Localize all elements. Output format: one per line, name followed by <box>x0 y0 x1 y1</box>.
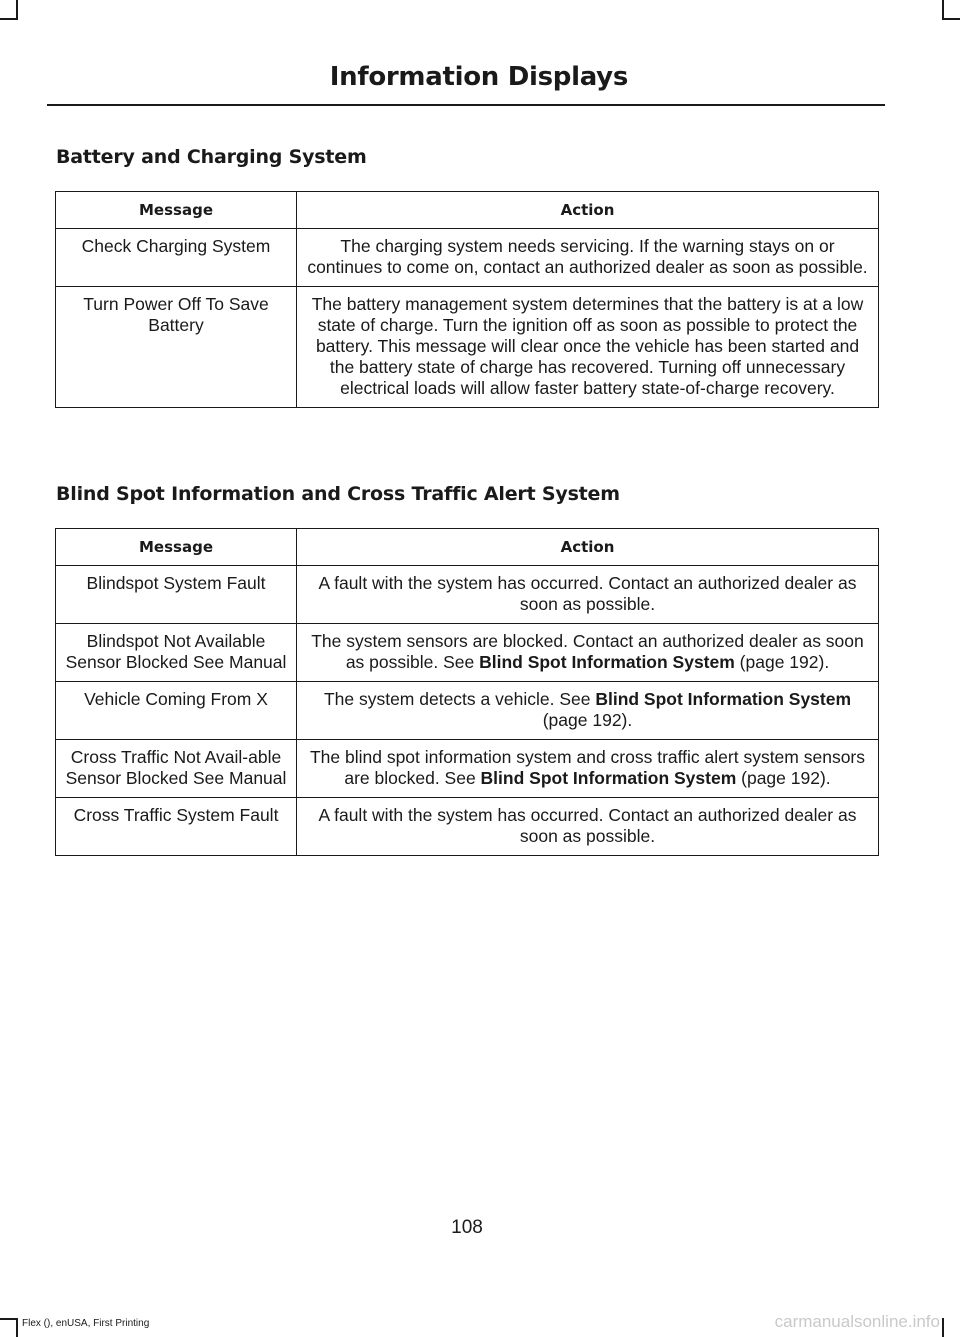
footer-edition-text: Flex (), enUSA, First Printing <box>22 1318 150 1329</box>
section-title-blind-spot: Blind Spot Information and Cross Traffic Alert System <box>56 483 620 505</box>
page-reference: (page 192). <box>734 652 830 672</box>
blind-spot-table <box>55 528 879 856</box>
table-row <box>56 740 879 798</box>
cross-reference-link[interactable]: Blind Spot Information System <box>595 689 852 709</box>
page-number: 108 <box>451 1217 483 1238</box>
watermark: carmanualsonline.info <box>774 1312 940 1331</box>
column-header-message: Message <box>56 192 297 229</box>
table-row <box>56 682 879 740</box>
table-row <box>56 229 879 287</box>
action-cell: A fault with the system has occurred. Contact an authorized dealer as soon as possible. <box>297 798 879 856</box>
column-header-action: Action <box>297 529 879 566</box>
page-reference: (page 192). <box>542 710 633 730</box>
crop-mark <box>16 1318 18 1337</box>
crop-mark <box>16 0 18 18</box>
message-cell: Cross Traffic Not Avail-able Sensor Blocked See Manual <box>56 740 297 798</box>
crop-mark <box>0 1318 18 1320</box>
cross-reference-link[interactable]: Blind Spot Information System <box>480 768 737 788</box>
action-cell: The battery management system determines that the battery is at a low state of charge. Turn the ignition off as soon as possible to protect the battery. This message will clear once the vehicle has been started and the battery state of charge has recovered. Turning off unnecessary electrical loads will allow faster battery state-of-charge recovery. <box>297 287 879 408</box>
table-header-row <box>56 529 879 566</box>
message-cell: Cross Traffic System Fault <box>56 798 297 856</box>
message-cell: Turn Power Off To Save Battery <box>56 287 297 408</box>
page-reference: (page 192). <box>736 768 831 788</box>
crop-mark <box>942 1318 944 1337</box>
action-cell: A fault with the system has occurred. Contact an authorized dealer as soon as possible. <box>297 566 879 624</box>
action-cell <box>297 682 879 740</box>
crop-mark <box>942 18 960 20</box>
table-row <box>56 566 879 624</box>
section-title-battery: Battery and Charging System <box>56 146 367 168</box>
action-text: The system detects a vehicle. See <box>323 689 596 709</box>
table-row <box>56 287 879 408</box>
column-header-message: Message <box>56 529 297 566</box>
table-row <box>56 798 879 856</box>
column-header-action: Action <box>297 192 879 229</box>
page-header-title: Information Displays <box>329 62 628 92</box>
action-cell: The charging system needs servicing. If the warning stays on or continues to come on, contact an authorized dealer as soon as possible. <box>297 229 879 287</box>
message-cell: Check Charging System <box>56 229 297 287</box>
message-cell: Blindspot Not Available Sensor Blocked See Manual <box>56 624 297 682</box>
action-text: The blind spot information system and cross traffic alert system sensors are blocked. See <box>309 747 866 788</box>
battery-charging-table <box>55 191 879 408</box>
action-cell <box>297 740 879 798</box>
action-text: The system sensors are blocked. Contact an authorized dealer as soon as possible. See <box>311 631 864 672</box>
crop-mark <box>0 18 18 20</box>
message-cell: Blindspot System Fault <box>56 566 297 624</box>
message-cell: Vehicle Coming From X <box>56 682 297 740</box>
action-cell <box>297 624 879 682</box>
crop-mark <box>942 0 944 18</box>
table-row <box>56 624 879 682</box>
header-divider <box>47 104 885 106</box>
table-header-row <box>56 192 879 229</box>
cross-reference-link[interactable]: Blind Spot Information System <box>479 652 735 672</box>
